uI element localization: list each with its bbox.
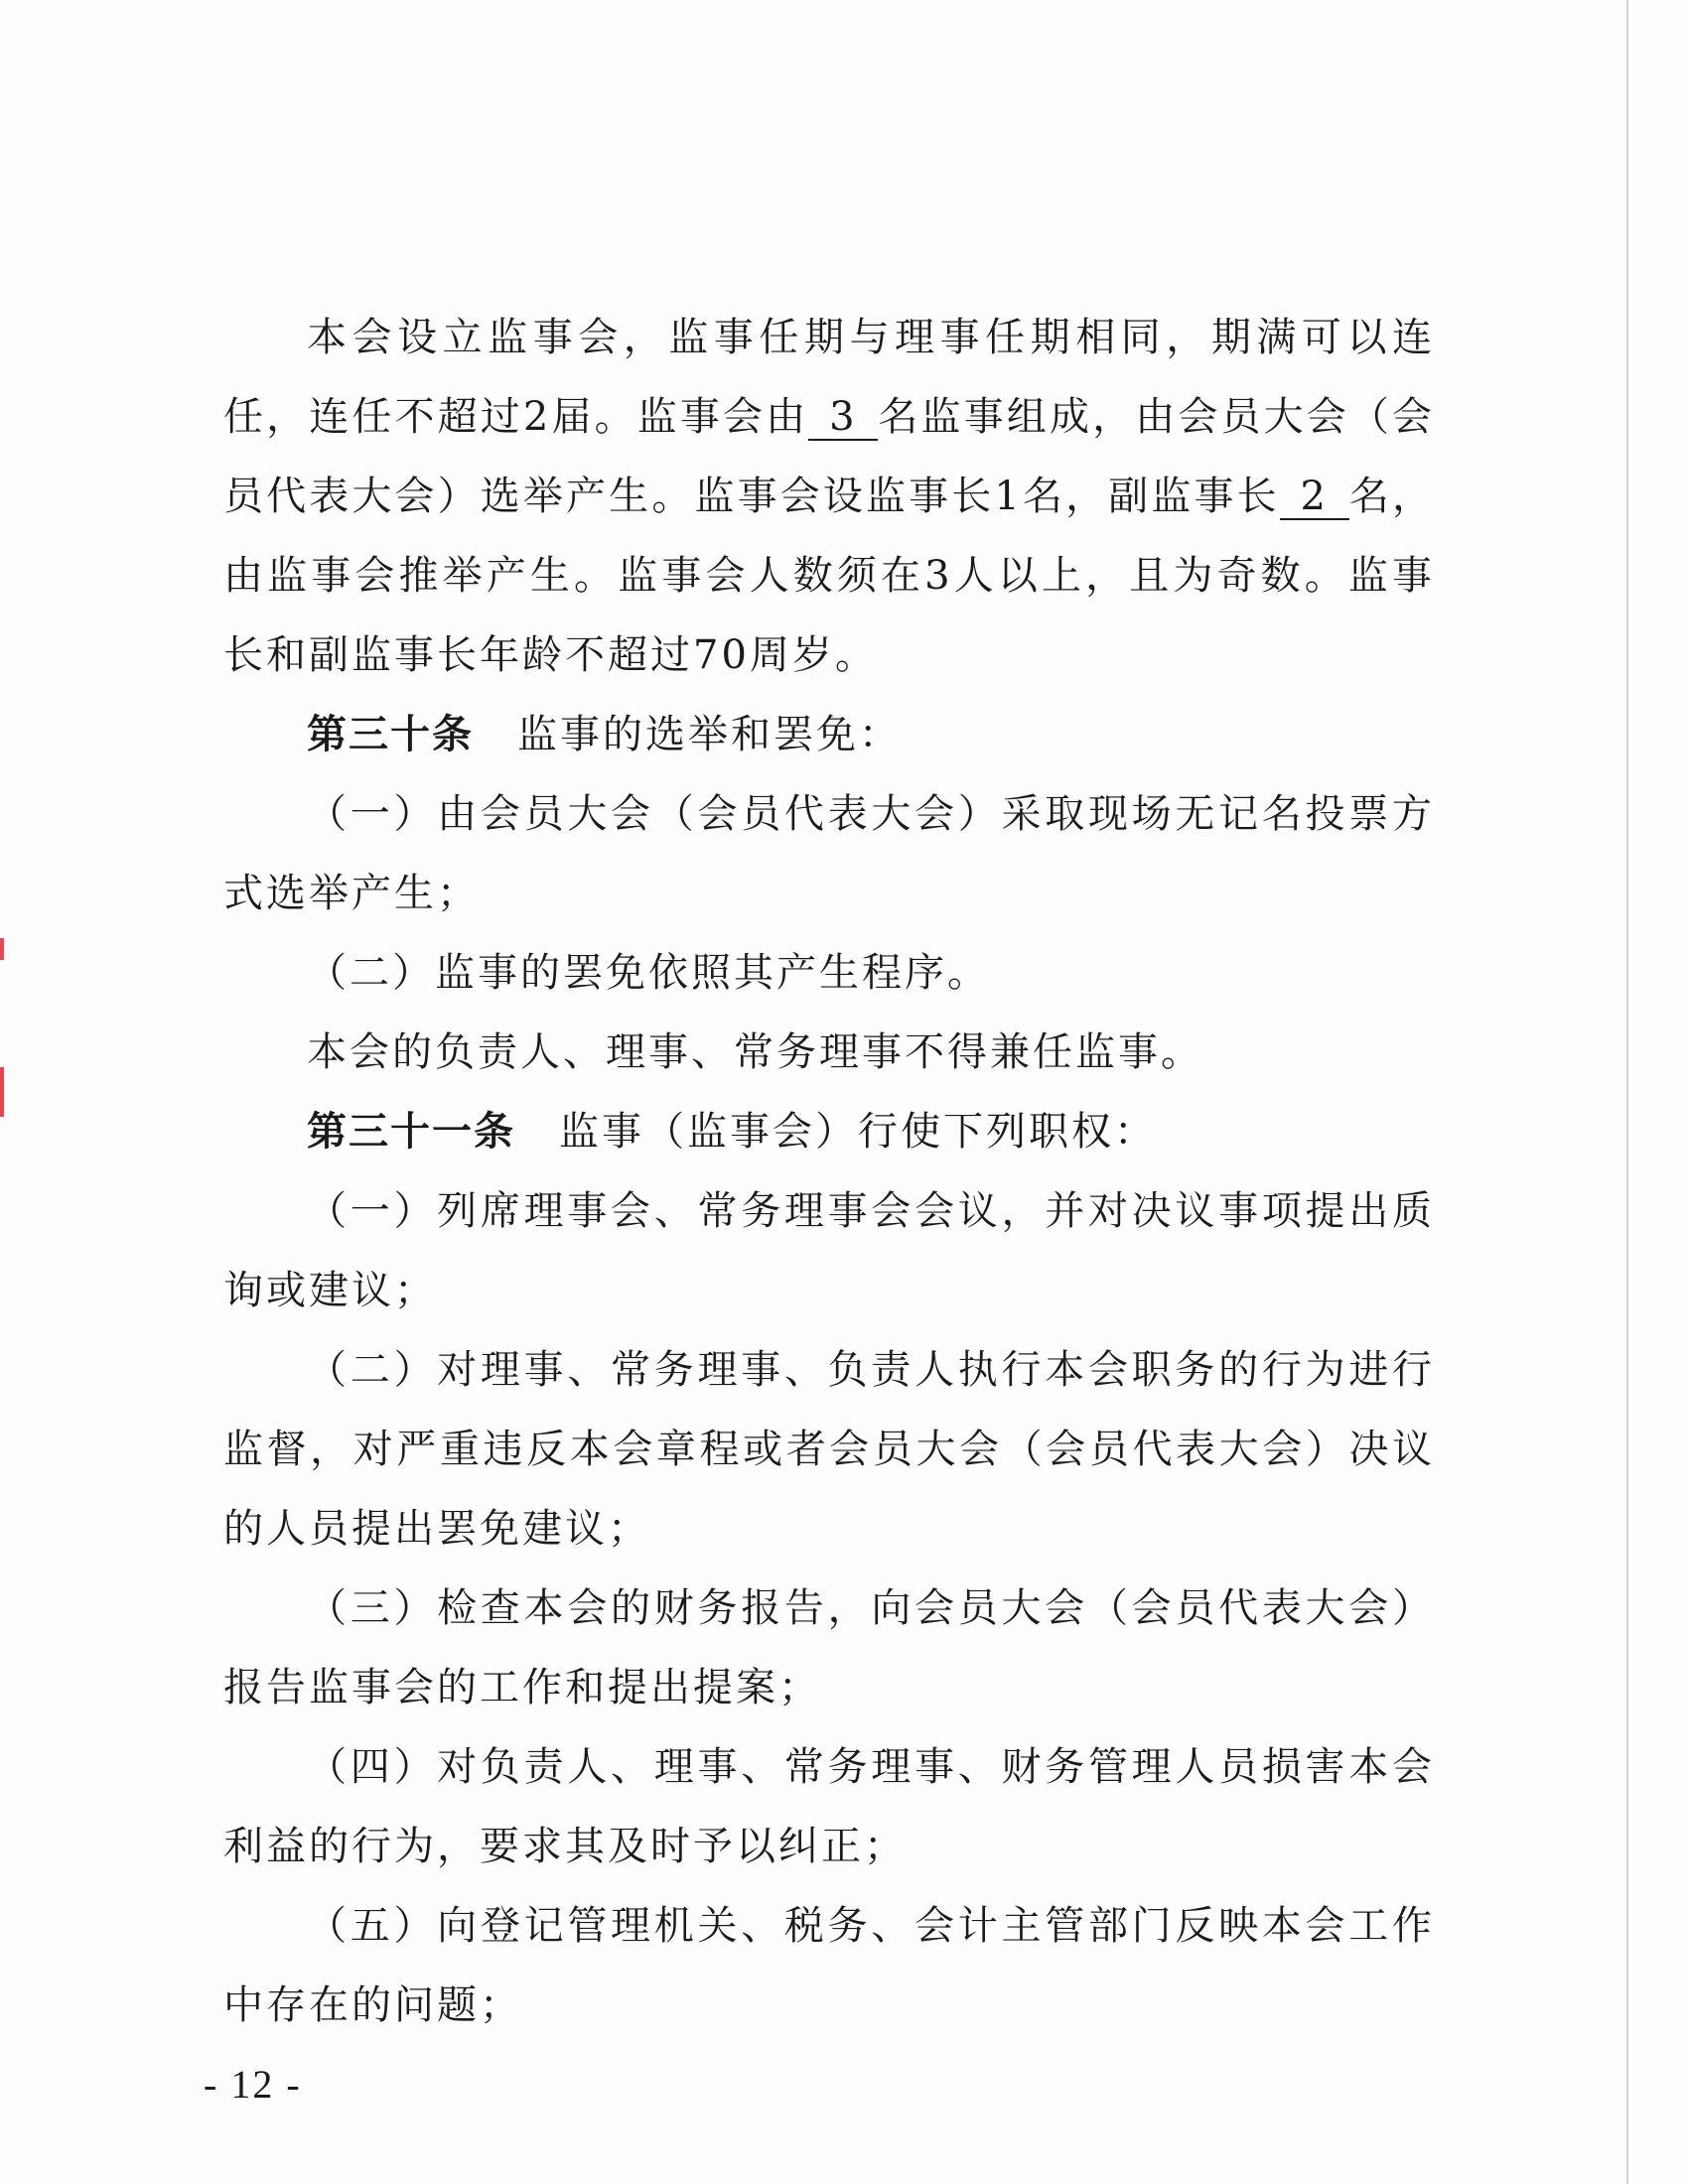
article-31-item-5: （五）向登记管理机关、税务、会计主管部门反映本会工作中存在的问题； [223,1903,1435,2028]
document-body [223,298,1435,2045]
article-31-item-2: （二）对理事、常务理事、负责人执行本会职务的行为进行监督，对严重违反本会章程或者会员大会（会员代表大会）决议的人员提出罢免建议； [223,1347,1435,1552]
article-30-note: 本会的负责人、理事、常务理事不得兼任监事。 [307,1029,1203,1075]
text-segment: 名监事组成，由会员大会（会员代表大会）选举产生。监事会设监事长1名，副监事长 [223,394,1436,519]
scan-mark [0,938,4,960]
vice-supervisor-count-blank: 2 [1280,475,1349,520]
article-30-item-1: （一）由会员大会（会员代表大会）采取现场无记名投票方式选举产生； [223,791,1435,916]
article-31-heading [223,1092,1435,1171]
article-31-item-4: （四）对负责人、理事、常务理事、财务管理人员损害本会利益的行为，要求其及时予以纠正； [223,1744,1435,1869]
text-segment: 本会设立监事会，监事任期与理事任期相同，期满可以连任，连任不超过2届。监事会由 [223,315,1435,440]
page-edge-line [1626,0,1628,2184]
page-number: - 12 - [204,2062,302,2107]
article-31-item-3: （三）检查本会的财务报告，向会员大会（会员代表大会）报告监事会的工作和提出提案； [223,1585,1435,1710]
supervisor-count-blank: 3 [808,395,878,441]
article-31-item-1: （一）列席理事会、常务理事会会议，并对决议事项提出质询或建议； [223,1188,1435,1313]
text-segment: 名，由监事会推举产生。监事会人数须在3人以上，且为奇数。监事长和副监事长年龄不超过70周岁。 [223,474,1435,678]
article-30-item-2: （二）监事的罢免依照其产生程序。 [307,950,990,996]
scan-mark [0,1067,4,1117]
article-30-heading [223,695,1435,774]
article-title: 监事的选举和罢免： [517,712,902,757]
article-title: 监事（监事会）行使下列职权： [559,1109,1157,1155]
article-label: 第三十一条 [307,1109,515,1155]
paragraph-supervisory-board [223,298,1435,695]
article-label: 第三十条 [307,712,474,757]
